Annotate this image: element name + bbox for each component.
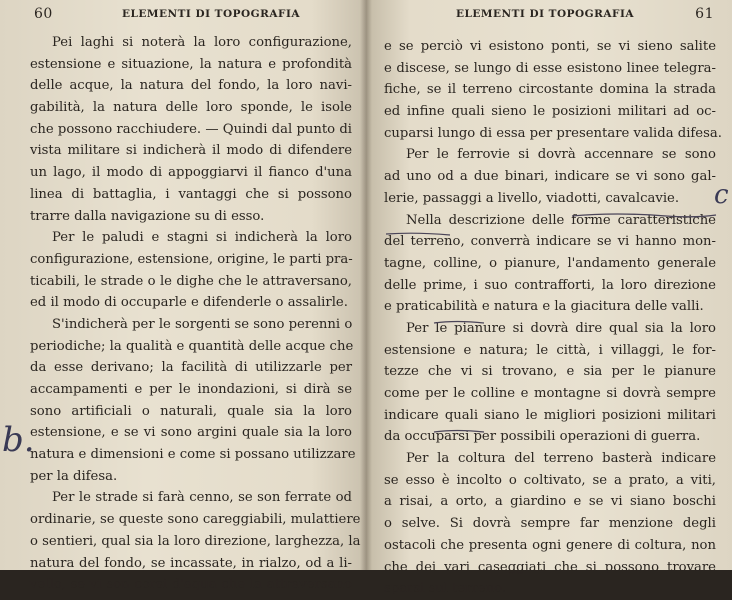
text-line: che possono racchiudere. — Quindi dal punto di bbox=[30, 121, 352, 137]
right-page-number: 61 bbox=[695, 6, 714, 22]
text-line: Per le ferrovie si dovrà accennare se sono bbox=[406, 147, 716, 163]
text-line: indicare quali siano le migliori posizioni militari bbox=[384, 407, 716, 423]
text-line: Per le pianure si dovrà dire qual sia la loro bbox=[406, 320, 716, 336]
text-line: ostacoli che presenta ogni genere di coltura, non bbox=[384, 537, 716, 553]
text-line: natura del fondo, se incassate, in rialzo, od a li- bbox=[30, 555, 352, 571]
text-line: estensione e natura; le città, i villaggi, le for- bbox=[384, 342, 716, 358]
right-page-header bbox=[384, 8, 714, 26]
text-line: ordinarie, se queste sono careggiabili, mulattiere bbox=[30, 512, 361, 528]
text-line: se esso è incolto o coltivato, se a prato, a viti, bbox=[384, 472, 716, 488]
left-page-number: 60 bbox=[34, 6, 53, 22]
text-line: periodiche; la qualità e quantità delle acque che bbox=[30, 338, 354, 354]
text-line: ticabili, le strade o le dighe che le attraversano, bbox=[30, 273, 352, 289]
text-line: estensione, e se vi sono argini quale sia la loro bbox=[30, 425, 352, 441]
text-line: S'indicherà per le sorgenti se sono perenni o bbox=[52, 316, 353, 332]
text-line: Per la coltura del terreno basterà indicare bbox=[406, 451, 716, 467]
text-line: ad uno od a due binari, indicare se vi sono gal- bbox=[384, 169, 716, 185]
right-running-head: ELEMENTI DI TOPOGRAFIA bbox=[456, 8, 635, 20]
text-line: un lago, il modo di appoggiarvi il fianco d'una bbox=[30, 165, 352, 181]
text-line: tezze che vi si trovano, e sia per le pianure bbox=[384, 364, 716, 380]
text-line: vista militare si indicherà il modo di difendere bbox=[30, 143, 352, 159]
text-line: lerie, passaggi a livello, viadotti, cavalcavie. bbox=[384, 190, 680, 206]
left-running-head: ELEMENTI DI TOPOGRAFIA bbox=[122, 8, 301, 20]
text-line: natura e dimensioni e come si possano utilizzare bbox=[30, 447, 356, 463]
text-line: sparsi sul terreno. bbox=[384, 581, 507, 597]
text-line: Nella descrizione delle forme caratteristiche bbox=[406, 212, 716, 228]
text-line: da esse derivano; la facilità di utilizzarle per bbox=[30, 360, 352, 376]
right-margin-annotation: c bbox=[714, 180, 729, 210]
text-line: estensione e situazione, la natura e profondità bbox=[30, 56, 352, 72]
text-line: e discese, se lungo di esse esistono linee telegra- bbox=[384, 60, 716, 76]
text-line: accampamenti e per le inondazioni, si dirà se bbox=[30, 382, 352, 397]
text-line: ed il modo di occuparle e difenderle o assalirle. bbox=[30, 295, 348, 311]
text-line: delle prime, i suo contrafforti, la loro direzione bbox=[384, 277, 716, 293]
text-line: tagne, colline, o pianure, l'andamento generale bbox=[384, 255, 716, 271]
text-line: Per le paludi e stagni si indicherà la loro bbox=[52, 230, 352, 246]
text-line: vello, se vi son corsi d'aqua che la attraversano bbox=[30, 577, 352, 593]
right-page-text bbox=[384, 36, 722, 600]
text-line: che dei vari caseggiati che si possono trovare bbox=[384, 559, 716, 575]
book-gutter bbox=[360, 0, 372, 570]
text-line: e praticabilità e natura e la giacitura delle valli. bbox=[384, 299, 704, 315]
text-line: da occuparsi per possibili operazioni di guerra. bbox=[384, 429, 701, 445]
text-line: Per le strade si farà cenno, se son ferrate od bbox=[52, 490, 352, 506]
text-line: cuparsi lungo di essa per presentare valida difesa. bbox=[384, 125, 722, 141]
left-page-text bbox=[30, 32, 361, 596]
text-line: fiche, se il terreno circostante domina la strada bbox=[384, 82, 716, 98]
text-line: Pei laghi si noterà la loro configurazione, bbox=[52, 35, 352, 50]
text-line: per la difesa. bbox=[30, 468, 118, 484]
text-line: a risai, a orto, a giardino e se vi siano boschi bbox=[384, 494, 716, 510]
text-line: trarre dalla navigazione su di esso. bbox=[30, 208, 265, 224]
text-line: ed infine quali sieno le posizioni militari ad oc- bbox=[384, 104, 716, 120]
text-line: gabilità, la natura delle loro sponde, le isole bbox=[30, 100, 352, 116]
right-page bbox=[366, 0, 732, 597]
left-page bbox=[0, 0, 366, 593]
text-line: configurazione, estensione, origine, le parti pra- bbox=[30, 251, 353, 267]
text-line: o selve. Si dovrà sempre far menzione degli bbox=[384, 516, 716, 532]
left-page-header bbox=[34, 8, 354, 26]
text-line: e se perciò vi esistono ponti, se vi sieno salite bbox=[384, 39, 716, 54]
text-line: linea di battaglia, i vantaggi che si possono bbox=[30, 186, 352, 202]
text-line: sono artificiali o naturali, quale sia la loro bbox=[30, 403, 352, 419]
text-line: del terreno, converrà indicare se vi hanno mon- bbox=[384, 234, 716, 250]
text-line: come per le colline e montagne si dovrà sempre bbox=[384, 386, 716, 401]
text-line: delle acque, la natura del fondo, la loro navi- bbox=[30, 78, 352, 94]
text-line: o sentieri, qual sia la loro direzione, larghezza, la bbox=[30, 533, 361, 549]
left-margin-annotation: b. bbox=[2, 420, 35, 460]
